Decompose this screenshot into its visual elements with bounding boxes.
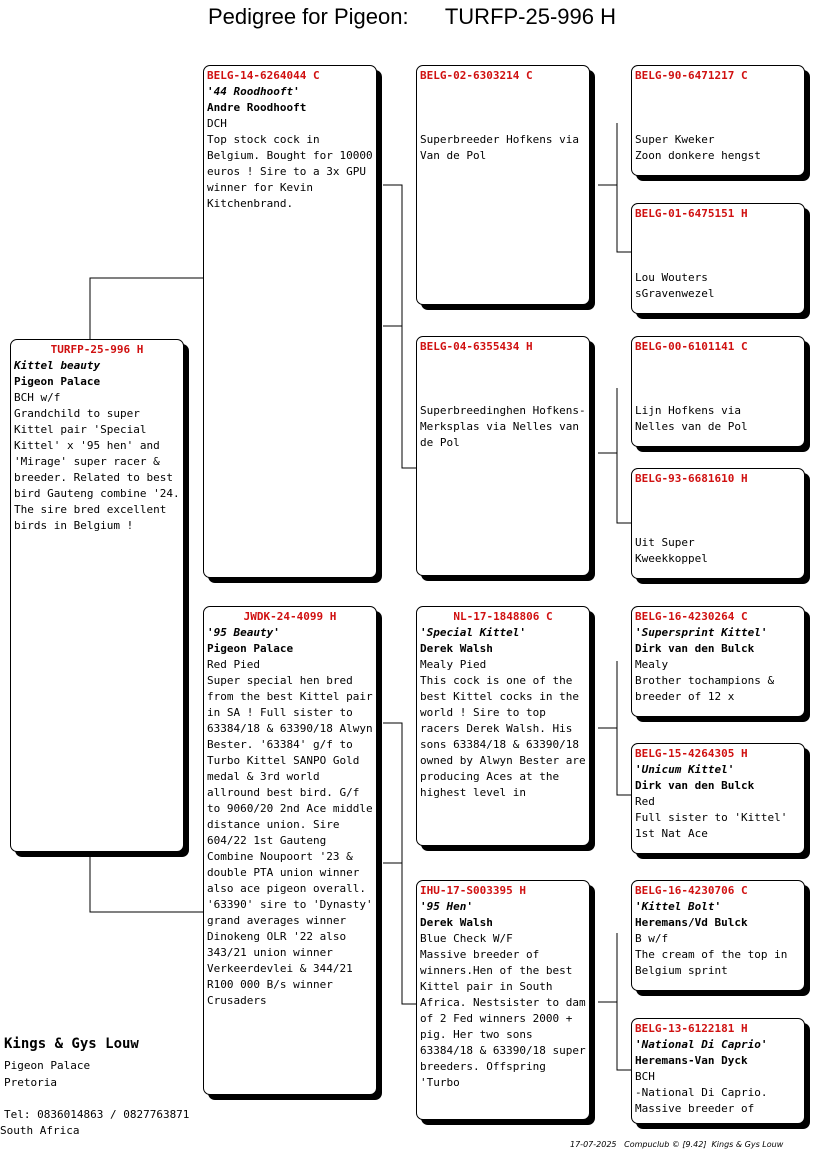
dam-dam-card[interactable]	[416, 880, 593, 1120]
dss-owner: Dirk van den Bulck	[635, 642, 755, 655]
ddd-owner: Heremans-Van Dyck	[635, 1054, 748, 1067]
sire-ring: BELG-14-6264044 C	[207, 69, 320, 82]
sdd-notes: Uit Super Kweekkoppel	[635, 536, 708, 565]
breeder-country: South Africa	[0, 1124, 80, 1137]
dss-notes: Brother tochampions & breeder of 12 x	[635, 674, 781, 703]
dsd-name: 'Unicum Kittel'	[635, 763, 735, 776]
breeder-tel: Tel: 0836014863 / 0827763871	[4, 1108, 190, 1121]
pigeon-owner: Pigeon Palace	[14, 375, 101, 388]
dsd-ring: BELG-15-4264305 H	[635, 747, 748, 760]
dds-color: B w/f	[635, 932, 669, 945]
sire-notes: Top stock cock in Belgium. Bought for 10000 euros ! Sire to a 3x GPU winner for Kevin Kitchenbrand.	[207, 133, 380, 210]
ssd-card[interactable]	[631, 203, 805, 314]
title-ring: TURFP-25-996 H	[444, 4, 617, 29]
dds-owner: Heremans/Vd Bulck	[635, 916, 748, 929]
ddd-notes: -National Di Caprio. Massive breeder of	[635, 1086, 775, 1115]
ddd-name: 'National Di Caprio'	[635, 1038, 768, 1051]
pigeon-notes: Grandchild to super Kittel pair 'Special Kittel' x '95 hen' and 'Mirage' super racer & breeder. Related to best bird Gauteng combine '24. The sire bred excellent birds in Belgium !	[14, 407, 187, 532]
dsd-card[interactable]	[631, 743, 805, 854]
breeder-name: Kings & Gys Louw	[4, 1036, 139, 1052]
sdd-ring: BELG-93-6681610 H	[635, 472, 748, 485]
ddd-card[interactable]	[631, 1018, 805, 1124]
dam-card[interactable]	[203, 606, 380, 1095]
breeder-line1: Pigeon Palace	[4, 1059, 91, 1072]
dam-notes: Super special hen bred from the best Kittel pair in SA ! Full sister to 63384/18 & 63390/18 Alwyn Bester. '63384' g/f to Turbo Kittel SANPO Gold medal & 3rd world allround best bird. G/f to 9060/20 2nd Ace middle distance union. Sire 604/22 1st Gauteng Combine Noupoort '23 & double PTA union winner also ace pigeon overall. '63390' sire to 'Dynasty' grand averages winner Dinokeng OLR '22 also 343/21 union winner Verkeerdevlei & 344/21 R100 000 B/s winner Crusaders	[207, 674, 380, 1007]
ddd-color: BCH	[635, 1070, 655, 1083]
dam-ring: JWDK-24-4099 H	[243, 610, 337, 623]
pigeon-card[interactable]	[10, 339, 187, 852]
sds-ring: BELG-00-6101141 C	[635, 340, 748, 353]
dam-sire-ring: NL-17-1848806 C	[453, 610, 553, 623]
dam-owner: Pigeon Palace	[207, 642, 294, 655]
dds-name: 'Kittel Bolt'	[635, 900, 722, 913]
sds-notes: Lijn Hofkens via Nelles van de Pol	[635, 404, 748, 433]
ddd-ring: BELG-13-6122181 H	[635, 1022, 748, 1035]
sss-ring: BELG-90-6471217 C	[635, 69, 748, 82]
sire-name: '44 Roodhooft'	[207, 85, 300, 98]
sire-card[interactable]	[203, 65, 380, 578]
dam-color: Red Pied	[207, 658, 260, 671]
sds-card[interactable]	[631, 336, 805, 447]
pigeon-name: Kittel beauty	[14, 359, 101, 372]
dam-dam-owner: Derek Walsh	[420, 916, 493, 929]
dam-sire-notes: This cock is one of the best Kittel cocks in the world ! Sire to top racers Derek Walsh. His sons 63384/18 & 63390/18 owned by Alwyn Bester are producing Aces at the highest level in	[420, 674, 593, 799]
sire-color: DCH	[207, 117, 227, 130]
sire-dam-ring: BELG-04-6355434 H	[420, 340, 533, 353]
dds-notes: The cream of the top in Belgium sprint	[635, 948, 794, 977]
dam-dam-ring: IHU-17-S003395 H	[420, 884, 526, 897]
dsd-notes: Full sister to 'Kittel' 1st Nat Ace	[635, 811, 794, 840]
sdd-card[interactable]	[631, 468, 805, 579]
dds-ring: BELG-16-4230706 C	[635, 884, 748, 897]
sire-sire-card[interactable]	[416, 65, 590, 305]
dam-dam-name: '95 Hen'	[420, 900, 473, 913]
dss-name: 'Supersprint Kittel'	[635, 626, 768, 639]
sire-sire-notes: Superbreeder Hofkens via Van de Pol	[420, 133, 586, 162]
breeder-line2: Pretoria	[4, 1076, 57, 1089]
dss-card[interactable]	[631, 606, 805, 717]
dam-dam-notes: Massive breeder of winners.Hen of the best Kittel pair in South Africa. Nestsister to dam of 2 Fed winners 2000 + pig. Her two sons 63384/18 & 63390/18 super breeders. Offspring 'Turbo	[420, 948, 593, 1089]
dss-ring: BELG-16-4230264 C	[635, 610, 748, 623]
dss-color: Mealy	[635, 658, 669, 671]
dam-sire-owner: Derek Walsh	[420, 642, 493, 655]
dam-dam-color: Blue Check W/F	[420, 932, 513, 945]
sire-dam-card[interactable]	[416, 336, 590, 576]
title-label: Pedigree for Pigeon:	[208, 4, 409, 29]
dam-name: '95 Beauty'	[207, 626, 280, 639]
sss-card[interactable]	[631, 65, 805, 176]
dam-sire-card[interactable]	[416, 606, 593, 846]
pigeon-color: BCH w/f	[14, 391, 61, 404]
dds-card[interactable]	[631, 880, 805, 991]
sire-sire-ring: BELG-02-6303214 C	[420, 69, 533, 82]
sss-notes: Super Kweker Zoon donkere hengst	[635, 133, 761, 162]
print-stamp: 17-07-2025 Compuclub © [9.42] Kings & Gys Louw	[570, 1140, 784, 1149]
dsd-owner: Dirk van den Bulck	[635, 779, 755, 792]
ssd-ring: BELG-01-6475151 H	[635, 207, 748, 220]
dam-sire-color: Mealy Pied	[420, 658, 487, 671]
sire-dam-notes: Superbreedinghen Hofkens-Merksplas via Nelles van de Pol	[420, 404, 586, 449]
dsd-color: Red	[635, 795, 655, 808]
pigeon-ring: TURFP-25-996 H	[50, 343, 144, 356]
ssd-notes: Lou Wouters sGravenwezel	[635, 271, 715, 300]
dam-sire-name: 'Special Kittel'	[420, 626, 526, 639]
sire-owner: Andre Roodhooft	[207, 101, 307, 114]
